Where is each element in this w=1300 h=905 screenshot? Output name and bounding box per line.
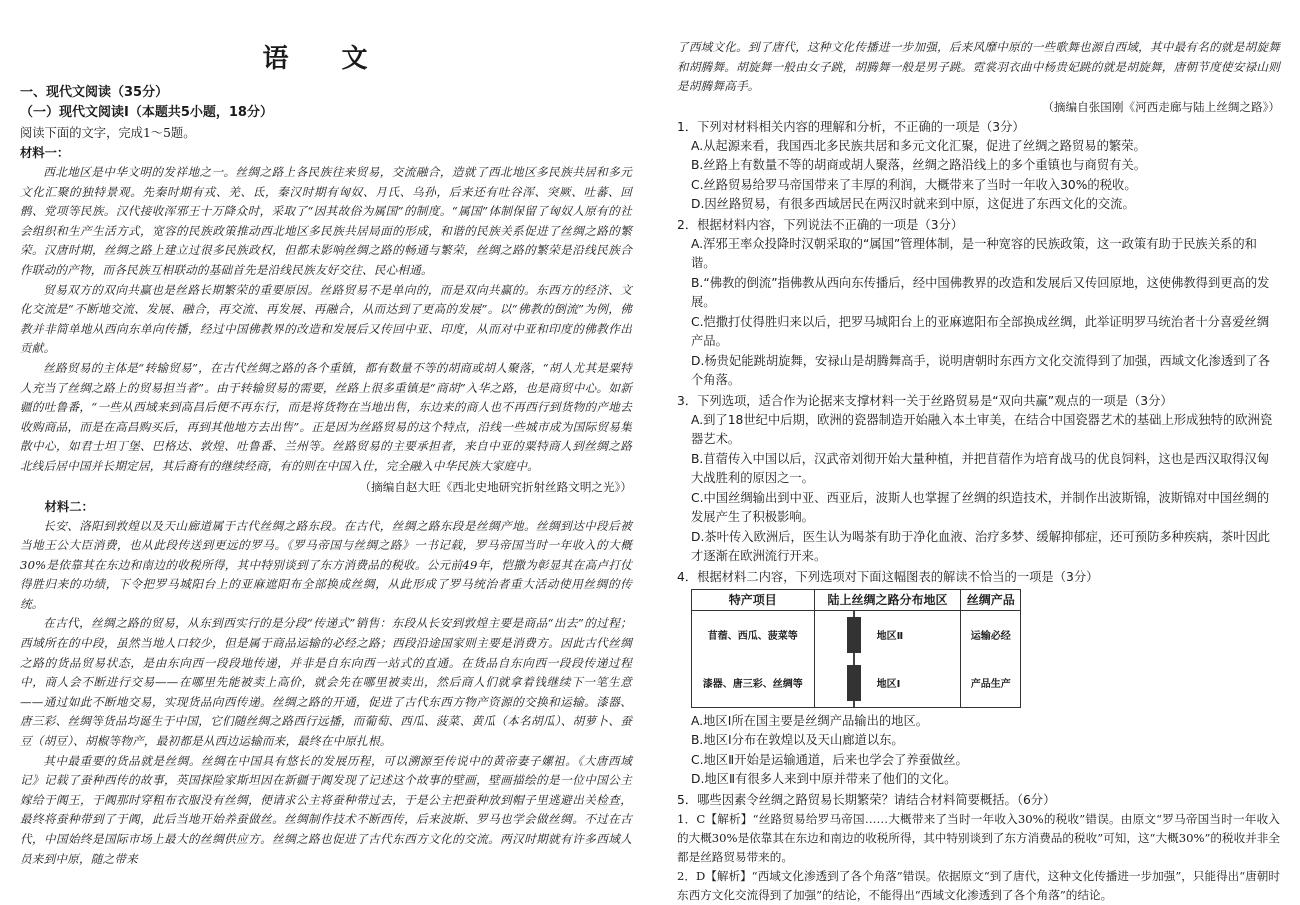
table-cell-product: 苜蓿、西瓜、菠菜等 bbox=[692, 610, 815, 659]
region-label: 地区Ⅱ bbox=[876, 630, 904, 642]
left-column bbox=[20, 0, 632, 869]
question-option: C.地区Ⅱ开始是运输通道，后来也学会了养蚕做丝。 bbox=[691, 752, 968, 767]
table-header: 陆上丝绸之路分布地区 bbox=[814, 589, 961, 610]
material2-paragraph: 在古代，丝绸之路的贸易，从东到西实行的是分段“传递式”销售：东段从长安到敦煌主要是商品“出去”的过程；西域所在的中段，虽然当地人口较少，但是属于商品运输的必经之路；西段沿途国家则主要是消费方。因此古代丝绸之路的货品贸易状态，是由东向西一段段地传递，并非是自东向西一站式的直通。在货品自东向西一段段传递过程中，商人会不断进行交易——在哪里先能被卖上高价，就会先在哪里被卖出，然后商人们就拿着钱继续下一笔生意——通过如此不断地交易，实现货品向西传递。丝绸之路的开通，促进了古代东西方物产资源的交换和运输。漆器、唐三彩、丝绸等货品均诞生于中国，它们随丝绸之路西行远播，而葡萄、西瓜、菠菜、黄瓜（本名胡瓜）、胡萝卜、蚕豆（胡豆）、胡椒等物产，最初都是从西边运输而来，最终在中原扎根。 bbox=[20, 616, 632, 749]
question-option: A.到了18世纪中后期，欧洲的瓷器制造开始融入本土审美，在结合中国瓷器艺术的基础上形成独特的欧洲瓷器艺术。 bbox=[691, 412, 1273, 447]
question-option: D.杨贵妃能跳胡旋舞，安禄山是胡腾舞高手，说明唐朝时东西方文化交流得到了加强，西域文化渗透到了各个角落。 bbox=[691, 353, 1271, 388]
material1-source: （摘编自赵大旺《西北史地研究折射丝路文明之光》） bbox=[359, 479, 632, 494]
table-header: 丝绸产品 bbox=[961, 589, 1021, 610]
instruction: 阅读下面的文字，完成1～5题。 bbox=[20, 126, 196, 140]
question-option: B.“佛教的倒流”指佛教从西向东传播后，经中国佛教界的改造和发展后又传回原地，这使佛教得到更高的发展。 bbox=[691, 275, 1270, 310]
table-cell-region bbox=[814, 659, 961, 708]
page-title: 语 文 bbox=[262, 44, 390, 74]
question-option: C.中国丝绸输出到中亚、西亚后，波斯人也掌握了丝绸的织造技术，并制作出波斯锦，波斯锦对中国丝绸的发展产生了积极影响。 bbox=[691, 490, 1270, 525]
table-cell-product: 漆器、唐三彩、丝绸等 bbox=[692, 659, 815, 708]
question-option: C.恺撒打仗得胜归来以后，把罗马城阳台上的亚麻遮阳布全部换成丝绸，此举证明罗马统治者十分喜爱丝绸产品。 bbox=[691, 314, 1270, 349]
material1-paragraph: 贸易双方的双向共赢也是丝路长期繁荣的重要原因。丝路贸易不是单向的，而是双向共赢的。东西方的经济、文化交流是“不断地交流、发展、融合，再交流、再发展、再融合，从而达到了更高的发展”。以“佛教的倒流”为例，佛教并非简单地从西向东单向传播，经过中国佛教界的改造和发展后又传回中亚、印度，从而对中亚和印度的佛教作出贡献。 bbox=[20, 282, 632, 356]
region-marker bbox=[847, 665, 861, 701]
question-option: D.茶叶传入欧洲后，医生认为喝茶有助于净化血液、治疗多梦、缓解抑郁症，还可预防多种疾病，茶叶因此才逐渐在欧洲流行开来。 bbox=[691, 529, 1271, 564]
answer-explanation: 2．D【解析】“西域文化渗透到了各个角落”错误。依据原文“到了唐代，这种文化传播进一步加强”，只能得出“唐朝时东西方文化交流得到了加强”的结论，不能得出“西域文化渗透到了各个角落”的结论。 bbox=[677, 868, 1280, 902]
region-marker bbox=[847, 617, 861, 653]
right-column bbox=[677, 38, 1280, 905]
question-option: B.地区Ⅰ分布在敦煌以及天山廊道以东。 bbox=[691, 733, 904, 748]
question-option: A.从起源来看，我国西北多民族共居和多元文化汇聚，促进了丝绸之路贸易的繁荣。 bbox=[691, 138, 1146, 153]
question-option: B.苜蓿传入中国以后，汉武帝刘彻开始大量种植，并把苜蓿作为培育战马的优良饲料，这也是西汉取得汉匈大战胜利的原因之一。 bbox=[691, 451, 1270, 486]
material2-label: 材料二： bbox=[44, 499, 94, 514]
subsection-heading: （一）现代文阅读Ⅰ（本题共5小题，18分） bbox=[20, 105, 273, 120]
question-option: D.地区Ⅱ有很多人来到中原并带来了他们的文化。 bbox=[691, 772, 957, 787]
material2-paragraph-continued: 了西域文化。到了唐代，这种文化传播进一步加强，后来风靡中原的一些歌舞也源自西域，其中最有名的就是胡旋舞和胡腾舞。胡旋舞一般由女子跳，胡腾舞一般是男子跳。霓裳羽衣曲中杨贵妃跳的就是胡旋舞，唐朝节度使安禄山则是胡腾舞高手。 bbox=[677, 40, 1280, 94]
question-option: B.丝路上有数量不等的胡商或胡人聚落，丝绸之路沿线上的多个重镇也与商贸有关。 bbox=[691, 158, 1147, 173]
question-stem: 3．下列选项，适合作为论据来支撑材料一关于丝路贸易是“双向共赢”观点的一项是（3分） bbox=[677, 393, 1173, 408]
material1-paragraph: 丝路贸易的主体是“转输贸易”，在古代丝绸之路的各个重镇，都有数量不等的胡商或胡人聚落，“胡人尤其是粟特人充当了丝绸之路上的贸易担当者”。由于转输贸易的需要，丝路上很多重镇是“商胡”入华之路，也是商贸中心。如新疆的吐鲁番，“一些从西域来到高昌后便不再东行，而是将货物在当地出售，东边来的商人也不再西行到货物的产地去收购商品，而是在高昌购买后，再到其他地方去出售”。正是因为丝路贸易的这个特点，沿线一些城市成为国际贸易集散中心，如君士坦丁堡、巴格达、敦煌、吐鲁番、兰州等。丝路贸易的主要承担者，来自中亚的粟特商人到丝绸之路北线后居中国并长期定居，其后裔有的继续经商，有的则在中国入仕，完全融入中华民族大家庭中。 bbox=[20, 360, 632, 473]
question-stem: 4．根据材料二内容，下列选项对下面这幅图表的解读不恰当的一项是（3分） bbox=[677, 569, 1099, 584]
table-cell-silk: 运输必经 bbox=[961, 610, 1021, 659]
question-stem: 2．根据材料内容，下列说法不正确的一项是（3分） bbox=[677, 217, 964, 232]
question-stem: 5．哪些因素令丝绸之路贸易长期繁荣？请结合材料简要概括。（6分） bbox=[677, 792, 1056, 807]
material2-paragraph: 其中最重要的货品就是丝绸。丝绸在中国具有悠长的发展历程，可以溯源至传说中的黄帝妻子嫘祖。《大唐西域记》记载了蚕种西传的故事，英国探险家斯坦因在新疆于阗发现了记述这个故事的壁画，壁画描绘的是一位中国公主嫁给于阗王，于阗那时穿粗布衣服没有丝绸，便请求公主将蚕种带过去，于是公主把蚕种放到帽子里逃避出关检查，最终将蚕种带到了于阗，此后当地开始养蚕做丝。丝绸制作技术不断西传，后来波斯、罗马也学会做丝绸。不过在古代，中国始终是国际市场上最大的丝绸供应方。丝绸之路也促进了古代东西方文化的交流。两汉时期就有许多西域人员来到中原，随之带来 bbox=[20, 753, 632, 866]
region-label: 地区Ⅰ bbox=[876, 678, 901, 690]
section-heading: 一、现代文阅读（35分） bbox=[20, 85, 169, 100]
question-option: A.浑邪王率众投降时汉朝采取的“属国”管理体制，是一种宽容的民族政策，这一政策有助于民族关系的和谐。 bbox=[691, 236, 1257, 271]
table-cell-silk: 产品生产 bbox=[961, 659, 1021, 708]
material2-paragraph: 长安、洛阳到敦煌以及天山廊道属于古代丝绸之路东段。在古代，丝绸之路东段是丝绸产地。丝绸到达中段后被当地王公大臣消费，也从此段传送到更远的罗马。《罗马帝国与丝绸之路》一书记载，罗马帝国当时一年收入的大概30%是依靠其在东边和南边的收税所得，其中特别谈到了东方消费品的税收。公元前49年，恺撒为彰显其在高卢打仗得胜归来的功绩，下令把罗马城阳台上的亚麻遮阳布全部换成丝绸，从此形成了罗马统治者重大活动使用丝绸的传统。 bbox=[20, 518, 632, 611]
question-stem: 1．下列对材料相关内容的理解和分析，不正确的一项是（3分） bbox=[677, 119, 1025, 134]
question-option: C.丝路贸易给罗马帝国带来了丰厚的利润，大概带来了当时一年收入30%的税收。 bbox=[691, 177, 1137, 192]
table-header: 特产项目 bbox=[692, 589, 815, 610]
chart-table bbox=[691, 589, 1021, 708]
material1-label: 材料一： bbox=[20, 146, 70, 160]
answer-explanation: 1．C【解析】“丝路贸易给罗马帝国……大概带来了当时一年收入30%的税收”错误。由原文“罗马帝国当时一年收入的大概30%是依靠其在东边和南边的收税所得，其中特别谈到了东方消费品的税收”可知，这“大概30%”的税收并非全都是丝路贸易带来的。 bbox=[677, 811, 1280, 864]
material2-source: （摘编自张国刚《河西走廊与陆上丝绸之路》） bbox=[1042, 99, 1280, 114]
question-option: A.地区Ⅰ所在国主要是丝绸产品输出的地区。 bbox=[691, 713, 929, 728]
table-cell-region bbox=[814, 610, 961, 659]
question-option: D.因丝路贸易，有很多西域居民在两汉时就来到中原，这促进了东西文化的交流。 bbox=[691, 197, 1135, 212]
material1-paragraph: 西北地区是中华文明的发祥地之一。丝绸之路上各民族往来贸易，交流融合，造就了西北地区多民族共居和多元文化汇聚的独特景观。先秦时期有戎、羌、氐，秦汉时期有匈奴、月氏、乌孙，后来还有吐谷浑、突厥、吐蕃、回鹘、党项等民族。汉代接收浑邪王十万降众时，采取了“因其故俗为属国”的制度。“属国”体制保留了匈奴人原有的社会组织和生产生活方式，宽容的民族政策推动西北地区多民族共居局面的形成，和谐的民族关系促进了丝绸之路的繁荣。汉唐时期，丝绸之路上建立过很多民族政权，但都未影响丝绸之路的畅通与繁荣，丝绸之路的繁荣是沿线民族合作联动的产物，而各民族互相联动的基础首先是沿线民族友好交往、民心相通。 bbox=[20, 165, 632, 277]
